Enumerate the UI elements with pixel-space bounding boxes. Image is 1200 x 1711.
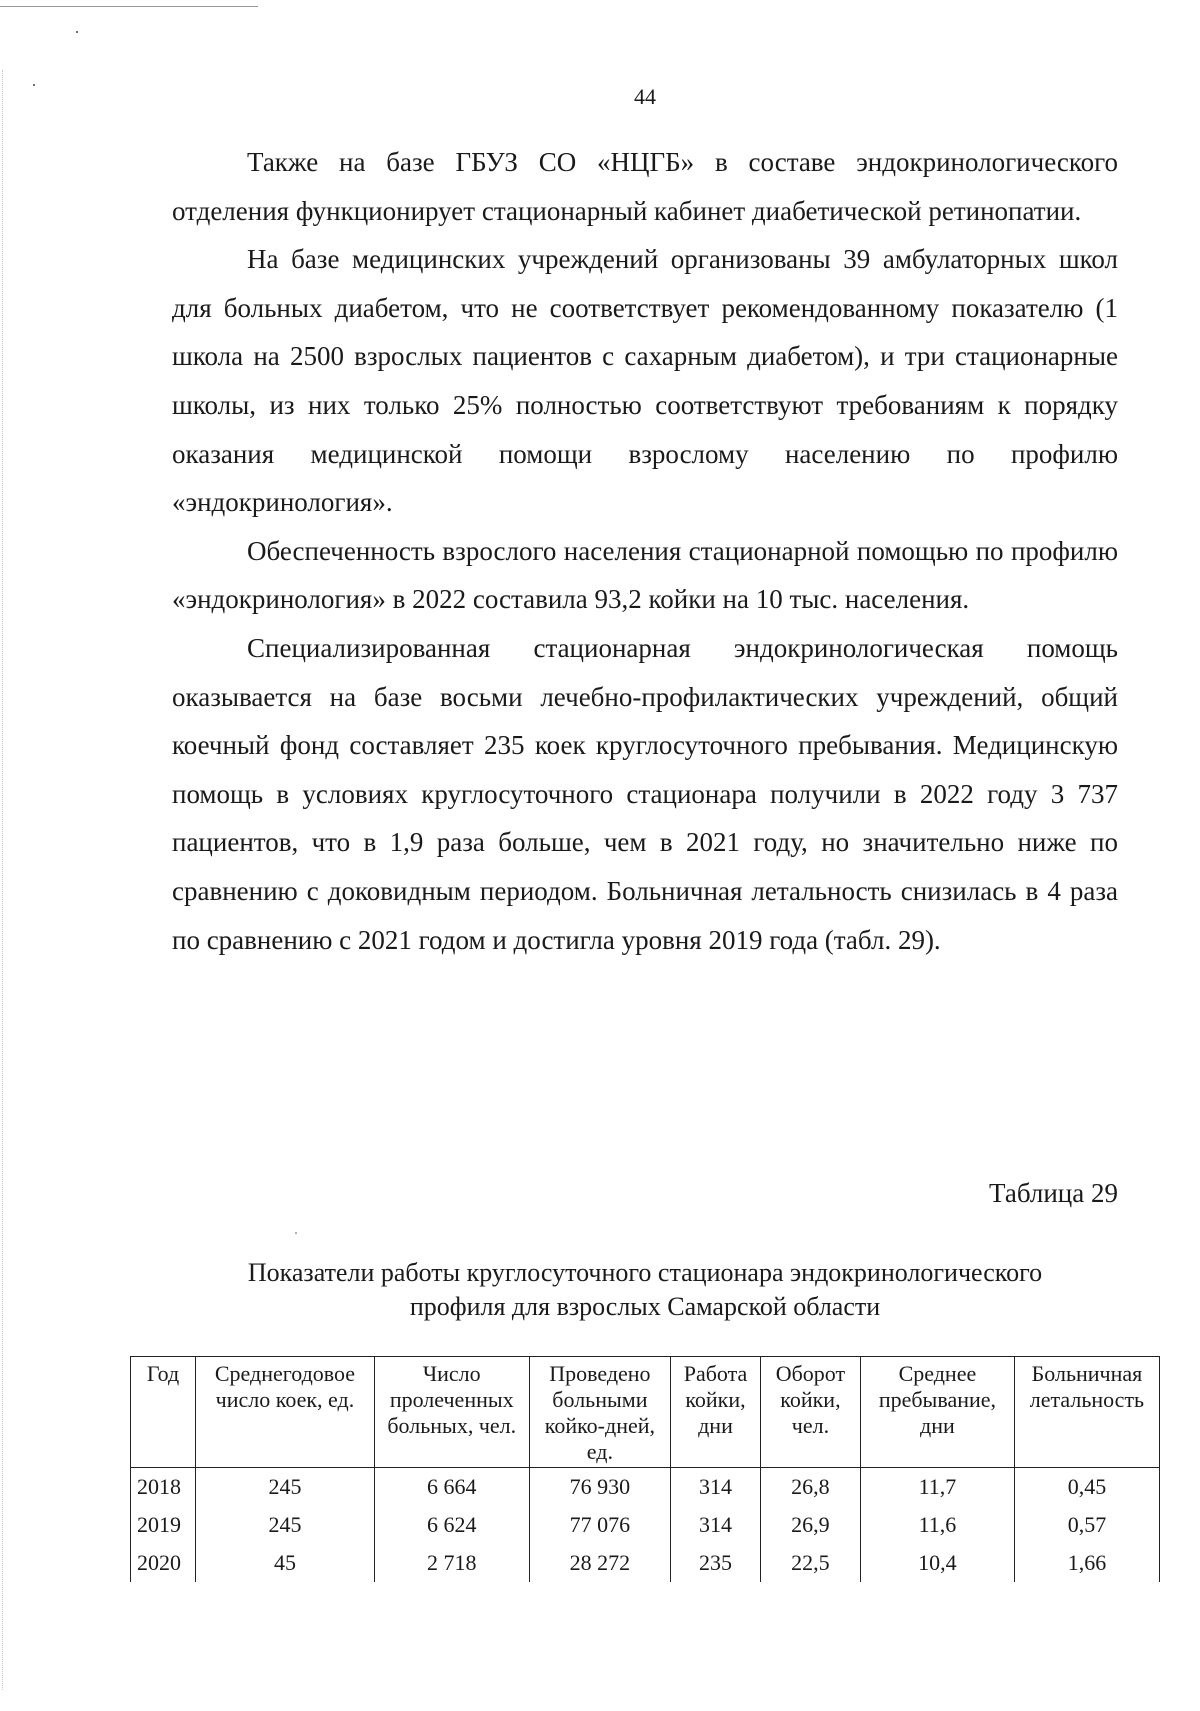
cell-bed-days: 28 272 bbox=[529, 1544, 670, 1582]
cell-bed-days: 77 076 bbox=[529, 1506, 670, 1544]
header-bed-work: Работа койки, дни bbox=[671, 1357, 761, 1468]
table-title-line-1: Показатели работы круглосуточного стационара эндокринологического bbox=[247, 1258, 1043, 1287]
paragraph-retinopathy-cabinet: Также на базе ГБУЗ СО «НЦГБ» в составе эндокринологического отделения функционирует стационарный кабинет диабетической ретинопатии. bbox=[172, 147, 1118, 226]
header-bed-days: Проведено больными койко-дней, ед. bbox=[529, 1357, 670, 1468]
header-bed-turnover: Оборот койки, чел. bbox=[760, 1357, 860, 1468]
cell-avg-stay: 11,7 bbox=[860, 1468, 1014, 1507]
table-title bbox=[170, 1256, 1120, 1324]
cell-patients-treated: 6 624 bbox=[374, 1506, 529, 1544]
cell-hospital-mortality: 0,45 bbox=[1014, 1468, 1159, 1507]
cell-bed-work: 235 bbox=[671, 1544, 761, 1582]
header-patients-treated: Число пролеченных больных, чел. bbox=[374, 1357, 529, 1468]
scan-speck bbox=[76, 31, 78, 33]
cell-avg-beds: 245 bbox=[196, 1506, 375, 1544]
cell-avg-stay: 10,4 bbox=[860, 1544, 1014, 1582]
cell-avg-stay: 11,6 bbox=[860, 1506, 1014, 1544]
cell-patients-treated: 6 664 bbox=[374, 1468, 529, 1507]
inpatient-indicators-table bbox=[130, 1356, 1160, 1582]
cell-bed-days: 76 930 bbox=[529, 1468, 670, 1507]
cell-bed-turnover: 22,5 bbox=[760, 1544, 860, 1582]
table-row bbox=[131, 1544, 1160, 1582]
paragraph-bed-provision: Обеспеченность взрослого населения стационарной помощью по профилю «эндокринология» в 2022 составила 93,2 койки на 10 тыс. населения. bbox=[172, 535, 1118, 615]
header-hospital-mortality: Больничная летальность bbox=[1014, 1357, 1159, 1468]
cell-bed-turnover: 26,8 bbox=[760, 1468, 860, 1507]
body-text bbox=[172, 138, 1118, 964]
header-avg-stay: Среднее пребывание, дни bbox=[860, 1357, 1014, 1468]
page-number: 44 bbox=[634, 84, 656, 109]
paragraph-inpatient-care: Специализированная стационарная эндокринологическая помощь оказывается на базе восьми лечебно-профилактических учреждений, общий коечный фонд составляет 235 коек круглосуточного пребывания. Медицинскую помощь в условиях круглосуточного стационара получили в 2022 году 3 737 пациентов, что в 1,9 раза больше, чем в 2021 году, но значительно ниже по сравнению с доковидным периодом. Больничная летальность снизилась в 4 раза по сравнению с 2021 годом и достигла уровня 2019 года (табл. 29). bbox=[172, 632, 1118, 955]
table-label: Таблица 29 bbox=[989, 1178, 1118, 1208]
table-row bbox=[131, 1468, 1160, 1507]
cell-bed-work: 314 bbox=[671, 1506, 761, 1544]
cell-year: 2018 bbox=[131, 1468, 196, 1507]
cell-bed-turnover: 26,9 bbox=[760, 1506, 860, 1544]
cell-hospital-mortality: 1,66 bbox=[1014, 1544, 1159, 1582]
scan-speck bbox=[295, 1232, 297, 1234]
cell-patients-treated: 2 718 bbox=[374, 1544, 529, 1582]
cell-avg-beds: 245 bbox=[196, 1468, 375, 1507]
cell-avg-beds: 45 bbox=[196, 1544, 375, 1582]
header-avg-beds: Среднегодовое число коек, ед. bbox=[196, 1357, 375, 1468]
cell-bed-work: 314 bbox=[671, 1468, 761, 1507]
paragraph-diabetes-schools: На базе медицинских учреждений организованы 39 амбулаторных школ для больных диабетом, что не соответствует рекомендованному показателю (1 школа на 2500 взрослых пациентов с сахарным диабетом), и три стационарные школы, из них только 25% полностью соответствуют требованиям к порядку оказания медицинской помощи взрослому населению по профилю «эндокринология». bbox=[172, 244, 1118, 518]
cell-year: 2020 bbox=[131, 1544, 196, 1582]
table-title-line-2: профиля для взрослых Самарской области bbox=[409, 1292, 881, 1321]
table-row bbox=[131, 1506, 1160, 1544]
scan-border-top bbox=[0, 6, 258, 7]
cell-hospital-mortality: 0,57 bbox=[1014, 1506, 1159, 1544]
cell-year: 2019 bbox=[131, 1506, 196, 1544]
scan-border-left bbox=[2, 70, 3, 1690]
table-header-row bbox=[131, 1357, 1160, 1468]
header-year: Год bbox=[131, 1357, 196, 1468]
